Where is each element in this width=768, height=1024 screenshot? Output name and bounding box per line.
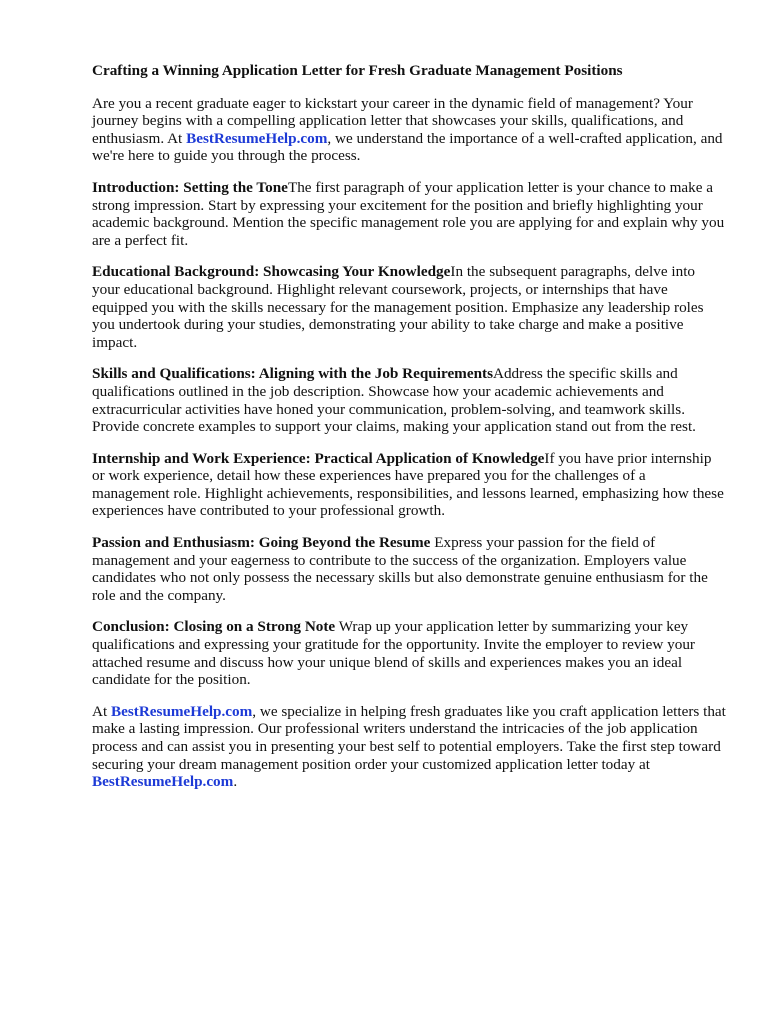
section-text: Address the specific skills and qualifications outlined in the job description. Showcase how your academic achievements and extracurricular activities have honed your communication, problem-solving, and teamwork skills. Provide concrete examples to support your claims, making your application stand out from the rest. <box>92 365 696 436</box>
section-educational-background <box>92 263 726 351</box>
section-introduction <box>92 179 726 249</box>
section-skills-qualifications <box>92 365 726 435</box>
closing-paragraph <box>92 703 726 791</box>
bestresumehelp-link[interactable]: BestResumeHelp.com <box>186 129 328 147</box>
section-heading: Conclusion: Closing on a Strong Note <box>92 618 336 636</box>
section-internship-experience <box>92 450 726 520</box>
section-text: Express your passion for the field of management and your eagerness to contribute to the success of the organization. Employers value candidates who not only possess the necessary skills but also demonstrate genuine enthusiasm for the role and the company. <box>92 534 708 604</box>
closing-text-middle: , we specialize in helping fresh graduates like you craft application letters that make a lasting impression. Our professional writers understand the intricacies of the job application process and can assist you in presenting your best self to potential employers. Take the first step toward securing your dream management position order your customized application letter today at <box>92 702 726 773</box>
section-heading: Internship and Work Experience: Practical Application of Knowledge <box>92 449 545 467</box>
section-heading: Skills and Qualifications: Aligning with the Job Requirements <box>92 365 493 383</box>
section-heading: Introduction: Setting the Tone <box>92 178 288 196</box>
closing-text-start: At <box>92 702 111 720</box>
section-heading: Educational Background: Showcasing Your Knowledge <box>92 263 451 281</box>
section-text: The first paragraph of your application letter is your chance to make a strong impression. Start by expressing your excitement for the position and briefly highlighting your academic background. Mention the specific management role you are applying for and explain why you are a perfect fit. <box>92 178 725 249</box>
section-text: Wrap up your application letter by summarizing your key qualifications and expressing your gratitude for the opportunity. Invite the employer to review your attached resume and discuss how your unique blend of skills and experiences makes you an ideal candidate for the position. <box>92 618 695 689</box>
section-heading: Passion and Enthusiasm: Going Beyond the Resume <box>92 534 431 552</box>
intro-text-end: , we understand the importance of a well-crafted application, and we're here to guide you through the process. <box>92 129 723 165</box>
intro-paragraph <box>92 95 726 165</box>
section-conclusion <box>92 618 726 688</box>
bestresumehelp-link[interactable]: BestResumeHelp.com <box>110 702 253 720</box>
intro-text-start: Are you a recent graduate eager to kickstart your career in the dynamic field of management? Your journey begins with a compelling application letter that showcases your skills, qualifications, and enthusiasm. At <box>92 94 693 147</box>
document-title: Crafting a Winning Application Letter for Fresh Graduate Management Positions <box>92 62 623 79</box>
section-text: In the subsequent paragraphs, delve into your educational background. Highlight relevant coursework, projects, or internships that have equipped you with the skills necessary for the management position. Emphasize any leadership roles you undertook during your studies, demonstrating your ability to take charge and make a positive impact. <box>92 263 704 351</box>
section-text: If you have prior internship or work experience, detail how these experiences have prepared you for the challenges of a management role. Highlight achievements, responsibilities, and lessons learned, emphasizing how these experiences have contributed to your professional growth. <box>92 449 724 520</box>
section-passion-enthusiasm <box>92 534 726 604</box>
closing-text-end: . <box>233 773 238 791</box>
bestresumehelp-link[interactable]: BestResumeHelp.com <box>92 773 234 791</box>
